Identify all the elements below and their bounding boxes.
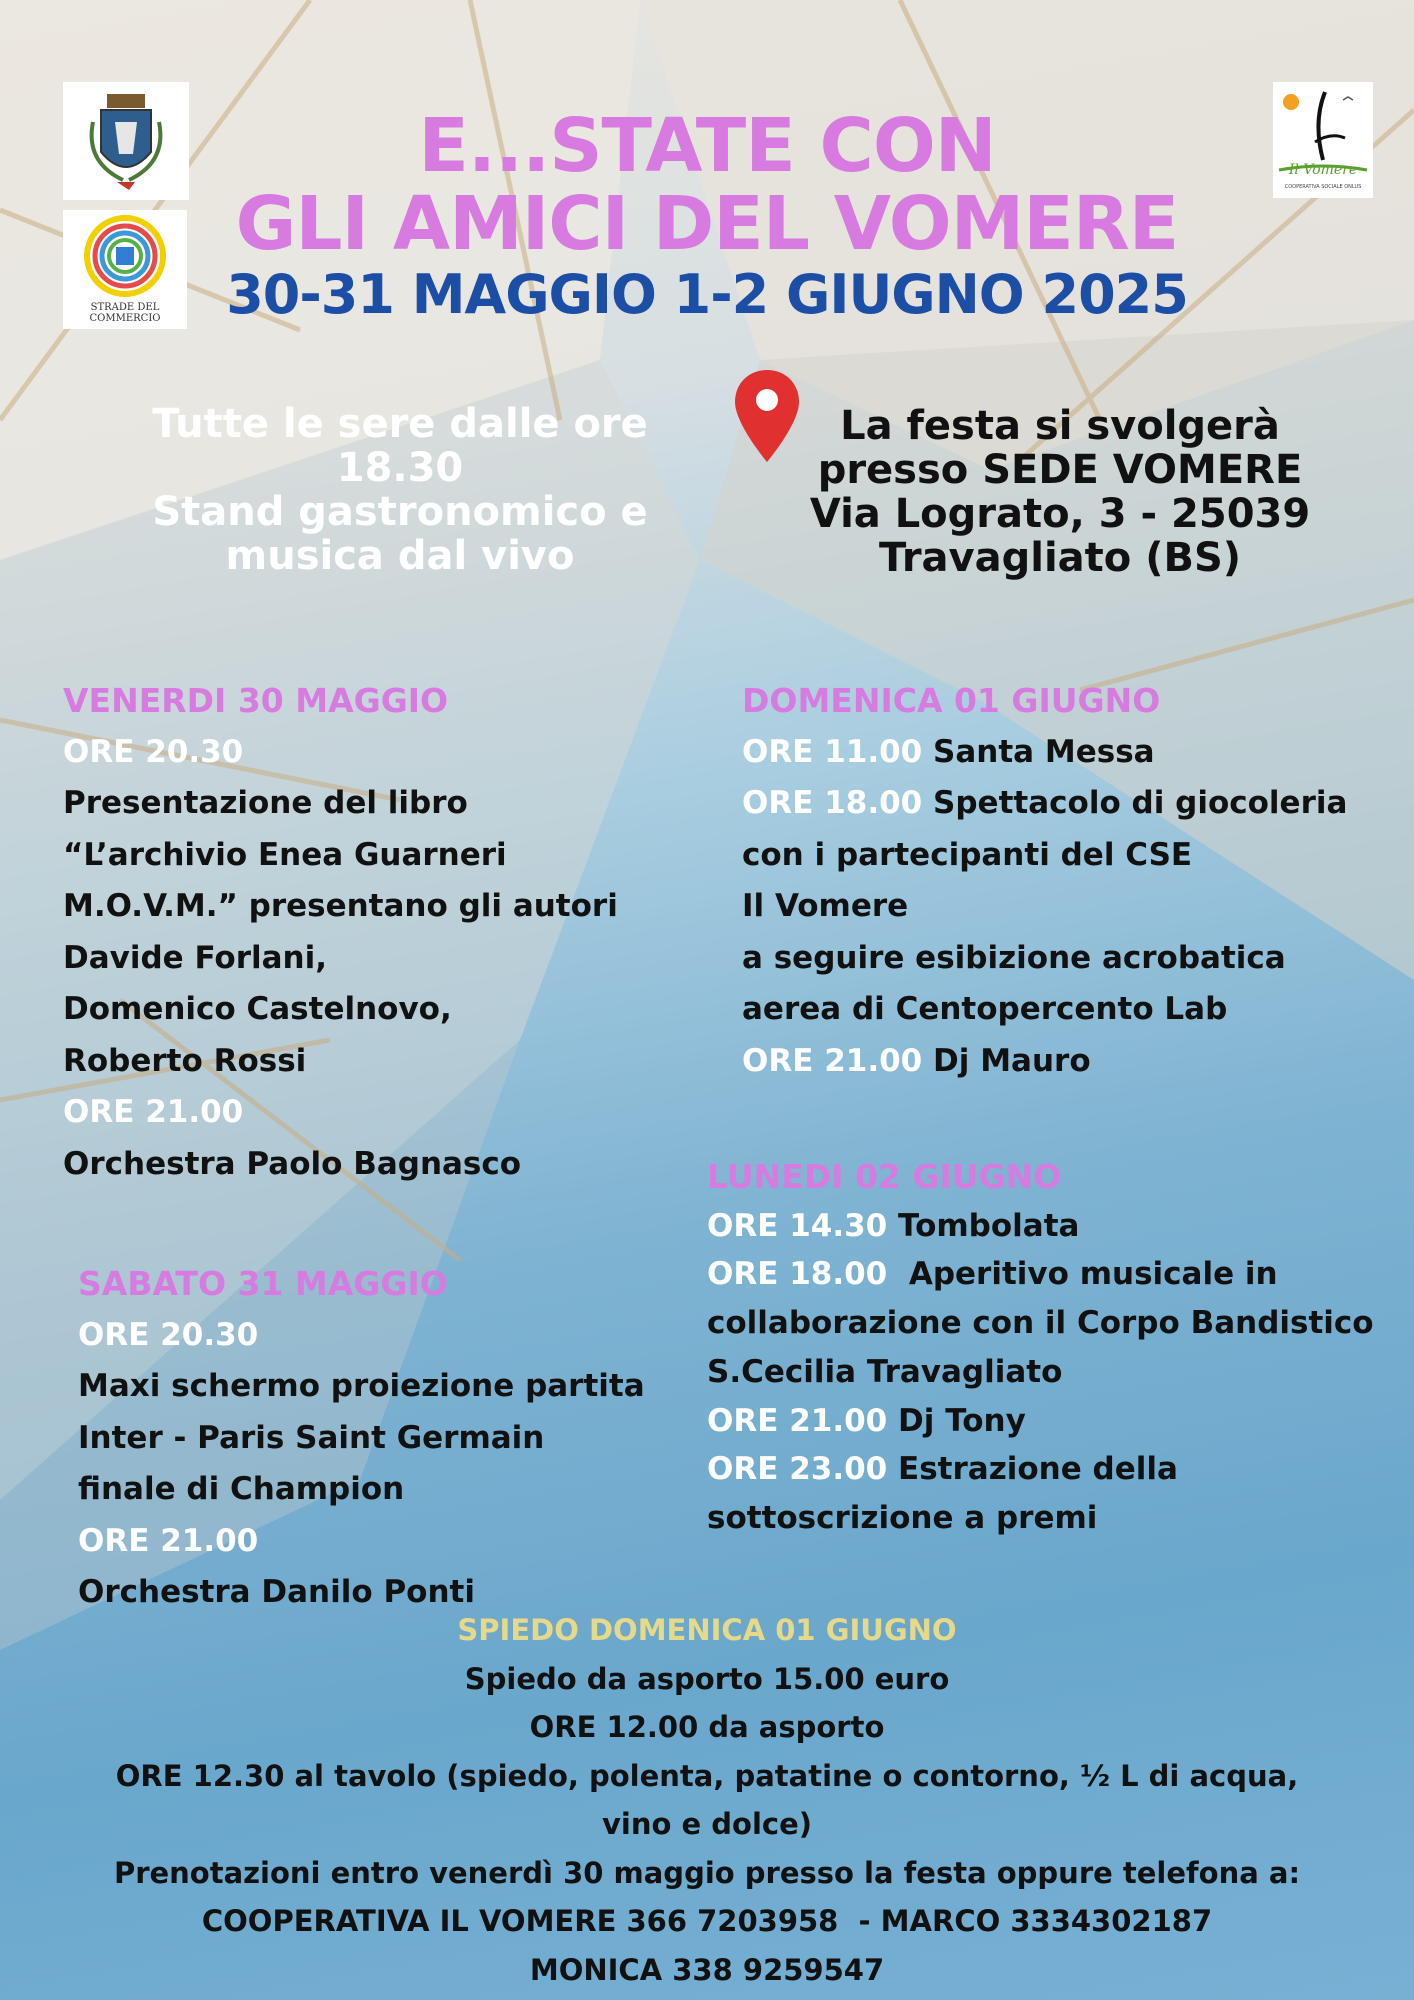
event-entry xyxy=(707,1202,1397,1251)
intro-left-line: musica dal vivo xyxy=(225,533,575,579)
event-text: Aperitivo musicale in xyxy=(887,1256,1278,1293)
event-entry xyxy=(742,778,1392,830)
intro-location xyxy=(770,404,1350,580)
section-lunedi xyxy=(707,1153,1397,1543)
event-time: ORE 18.00 xyxy=(707,1256,888,1293)
event-time: ORE 21.00 xyxy=(742,1042,923,1079)
event-line: Maxi schermo proiezione partita xyxy=(78,1368,645,1404)
event-line: Il Vomere xyxy=(742,888,909,924)
event-time: ORE 20.30 xyxy=(63,733,244,770)
intro-right-line: Via Lograto, 3 - 25039 xyxy=(809,491,1311,537)
intro-right-line: Travagliato (BS) xyxy=(878,535,1242,581)
event-entry xyxy=(707,1445,1397,1494)
event-line: Domenico Castelnovo, xyxy=(63,991,452,1027)
event-text: Estrazione della xyxy=(887,1451,1178,1488)
spiedo-line: vino e dolce) xyxy=(601,1807,812,1841)
event-text: Dj Tony xyxy=(887,1402,1026,1439)
event-time: ORE 23.00 xyxy=(707,1451,888,1488)
section-sabato xyxy=(78,1258,698,1619)
event-dates: 30-31 MAGGIO 1-2 GIUGNO 2025 xyxy=(226,263,1188,326)
event-text: Dj Mauro xyxy=(922,1042,1091,1079)
title-line2: GLI AMICI DEL VOMERE xyxy=(235,181,1179,267)
strade-label-line2: COMMERCIO xyxy=(89,313,161,324)
spiedo-line: COOPERATIVA IL VOMERE 366 7203958 - MARCO 3334302187 xyxy=(201,1904,1213,1938)
section-venerdi xyxy=(63,675,683,1190)
strade-label-line1: STRADE DEL xyxy=(90,302,160,313)
event-text: Spettacolo di giocoleria xyxy=(922,785,1348,821)
event-line: S.Cecilia Travagliato xyxy=(707,1353,1063,1390)
section-heading: VENERDI 30 MAGGIO xyxy=(63,681,449,720)
intro-right-line: La festa si svolgerà xyxy=(840,403,1280,449)
event-line: Roberto Rossi xyxy=(63,1042,307,1079)
event-time: ORE 11.00 xyxy=(742,733,923,770)
event-time: ORE 21.00 xyxy=(78,1522,259,1559)
event-entry xyxy=(707,1397,1397,1446)
event-line: con i partecipanti del CSE xyxy=(742,836,1193,873)
spiedo-line: Prenotazioni entro venerdì 30 maggio presso la festa oppure telefona a: xyxy=(113,1855,1301,1890)
vomere-sub: COOPERATIVA SOCIALE ONLUS xyxy=(1284,184,1362,190)
event-line: a seguire esibizione acrobatica xyxy=(742,939,1286,976)
intro-left-line: Stand gastronomico e xyxy=(152,489,648,535)
event-line: aerea di Centopercento Lab xyxy=(742,991,1228,1027)
event-line: sottoscrizione a premi xyxy=(707,1499,1098,1536)
event-line: Davide Forlani, xyxy=(63,939,328,976)
vomere-brand: Il Vomere xyxy=(1288,162,1358,178)
event-time: ORE 20.30 xyxy=(78,1316,259,1353)
event-line: M.O.V.M.” presentano gli autori xyxy=(63,888,618,924)
intro-schedule xyxy=(110,402,690,578)
spiedo-line: MONICA 338 9259547 xyxy=(529,1952,885,1987)
spiedo-line: ORE 12.30 al tavolo (spiedo, polenta, patatine o contorno, ½ L di acqua, xyxy=(115,1758,1299,1793)
event-time: ORE 14.30 xyxy=(707,1207,888,1244)
event-time: ORE 18.00 xyxy=(742,785,923,821)
event-entry xyxy=(707,1250,1397,1299)
event-entry xyxy=(742,1036,1392,1088)
event-text: Santa Messa xyxy=(922,733,1155,770)
event-line: Inter - Paris Saint Germain xyxy=(78,1419,545,1456)
intro-left-line: Tutte le sere dalle ore xyxy=(152,401,648,447)
event-line: “L’archivio Enea Guarneri xyxy=(63,836,507,873)
title-line1: E...STATE CON xyxy=(418,103,996,189)
section-heading: DOMENICA 01 GIUGNO xyxy=(742,681,1161,720)
section-heading: LUNEDI 02 GIUGNO xyxy=(707,1157,1062,1196)
section-domenica xyxy=(742,675,1392,1087)
event-time: ORE 21.00 xyxy=(707,1402,888,1439)
event-line: collaborazione con il Corpo Bandistico xyxy=(707,1305,1374,1342)
intro-right-line: presso SEDE VOMERE xyxy=(817,447,1303,493)
event-text: Tombolata xyxy=(887,1207,1080,1244)
event-entry xyxy=(742,727,1392,779)
intro-left-line: 18.30 xyxy=(336,445,464,491)
event-line: Orchestra Paolo Bagnasco xyxy=(63,1145,522,1182)
spiedo-heading: SPIEDO DOMENICA 01 GIUGNO xyxy=(457,1613,957,1647)
spiedo-line: ORE 12.00 da asporto xyxy=(529,1710,885,1744)
spiedo-line: Spiedo da asporto 15.00 euro xyxy=(464,1661,950,1696)
event-line: Orchestra Danilo Ponti xyxy=(78,1574,475,1610)
section-heading: SABATO 31 MAGGIO xyxy=(78,1264,448,1303)
event-line: finale di Champion xyxy=(78,1471,405,1507)
section-spiedo xyxy=(0,1606,1414,1994)
event-line: Presentazione del libro xyxy=(63,785,468,821)
event-time: ORE 21.00 xyxy=(63,1094,244,1130)
